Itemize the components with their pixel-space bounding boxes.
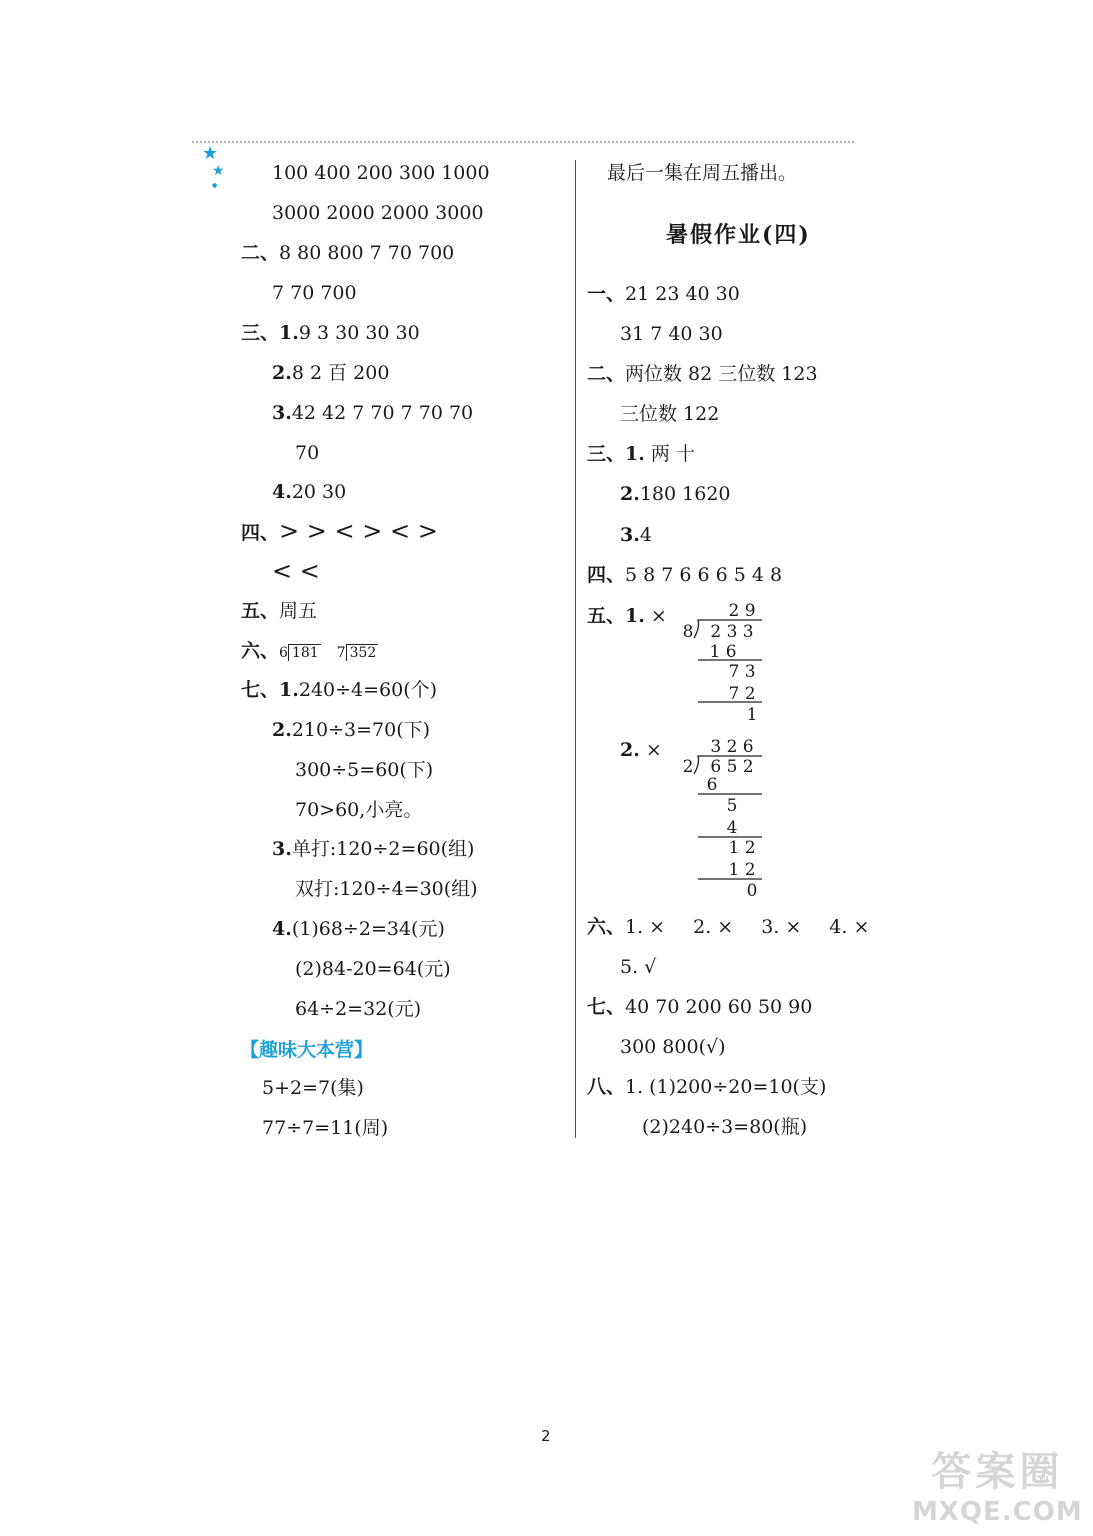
divisor: 2 xyxy=(682,757,694,777)
right-q8-2: (2)240÷3=80(瓶) xyxy=(642,1116,808,1138)
step-remainder: 1 2 xyxy=(728,838,756,858)
item-number: 2. xyxy=(272,362,292,384)
section-label: 七、 xyxy=(587,996,626,1018)
section-label: 四、 xyxy=(241,522,280,544)
answer-text: 4. × xyxy=(829,916,870,938)
section-label: 六、 xyxy=(241,640,280,662)
section-label: 八、 xyxy=(587,1076,626,1098)
section-label: 七、 xyxy=(241,679,280,701)
left-q7-2b: 300÷5=60(下) xyxy=(295,759,434,781)
right-q3-1 xyxy=(587,441,695,467)
left-q7-2 xyxy=(272,717,430,743)
step-product: 1 6 xyxy=(709,642,737,662)
left-q2-cont: 7 70 700 xyxy=(272,282,357,304)
long-division-2 xyxy=(680,734,770,904)
answer-text: 8 2 百 200 xyxy=(291,362,390,384)
step-product: 4 xyxy=(726,818,738,838)
section-label: 一、 xyxy=(587,283,626,305)
left-line-2: 3000 2000 2000 3000 xyxy=(272,202,484,224)
right-line-0: 最后一集在周五播出。 xyxy=(607,162,798,184)
item-number: 4. xyxy=(272,918,292,940)
answer-text: 1. (1)200÷20=10(支) xyxy=(625,1076,827,1098)
right-q6-2: 5. √ xyxy=(620,956,657,978)
right-q5-1 xyxy=(587,603,667,629)
watermark-logo: 答案圈 MXQE.COM xyxy=(912,1449,1083,1527)
right-q7-1 xyxy=(587,994,812,1020)
left-q7-2c: 70>60,小亮。 xyxy=(295,799,423,821)
right-q8-1 xyxy=(587,1074,826,1100)
right-q6-1 xyxy=(587,914,869,940)
item-number: 1. xyxy=(279,322,299,344)
left-q4-2: < < xyxy=(272,557,320,585)
column-divider xyxy=(575,160,576,1138)
left-q7-4c: 64÷2=32(元) xyxy=(295,998,422,1020)
answer-text: 240÷4=60(个) xyxy=(298,679,438,701)
answer-text: 3. × xyxy=(761,916,802,938)
left-q4-1 xyxy=(241,518,438,546)
left-q5 xyxy=(241,598,317,624)
fun-section-tag: 【趣味大本营】 xyxy=(240,1039,374,1061)
left-q3-1 xyxy=(241,320,420,346)
left-q7-4 xyxy=(272,916,445,942)
item-number: 3. xyxy=(272,838,292,860)
section-label: 五、 xyxy=(241,600,280,622)
left-q2 xyxy=(241,240,454,266)
page-number: 2 xyxy=(541,1427,551,1445)
item-number: 2. xyxy=(620,739,640,761)
answer-text: > > < > < > xyxy=(279,517,438,545)
divisor: 8 xyxy=(682,622,694,642)
item-number: 1. xyxy=(625,443,645,465)
fun-line-2: 77÷7=11(周) xyxy=(262,1117,389,1139)
step-product: 6 xyxy=(706,775,718,795)
left-q3-2 xyxy=(272,360,389,386)
left-q7-3 xyxy=(272,836,474,862)
answer-text: 两 十 xyxy=(650,443,695,465)
left-q3-3-cont: 70 xyxy=(295,442,320,464)
left-q3-4 xyxy=(272,479,346,505)
answer-text: 42 42 7 70 7 70 70 xyxy=(291,402,474,424)
answer-text: 180 1620 xyxy=(639,483,731,505)
item-number: 4. xyxy=(272,481,292,503)
cross-mark: × xyxy=(645,739,662,761)
long-division-small: 7 352 xyxy=(336,645,377,661)
section-label: 二、 xyxy=(241,242,280,264)
quotient: 2 9 xyxy=(728,601,756,621)
header-dotted-rule xyxy=(192,141,854,143)
answer-text: (1)68÷2=34(元) xyxy=(291,918,445,940)
dot-icon: ● xyxy=(212,182,218,189)
right-q3-2 xyxy=(620,481,731,507)
right-q2-2: 三位数 122 xyxy=(620,403,720,425)
quotient: 3 2 6 xyxy=(710,737,754,757)
cross-mark: × xyxy=(650,605,667,627)
section-label: 五、 xyxy=(587,605,626,627)
section-label: 二、 xyxy=(587,363,626,385)
remainder: 0 xyxy=(746,881,758,901)
long-division-1 xyxy=(680,598,770,728)
answer-text: 5 8 7 6 6 6 5 4 8 xyxy=(625,564,783,586)
answer-text: 1. × xyxy=(625,916,666,938)
left-q7-4b: (2)84-20=64(元) xyxy=(295,958,451,980)
answer-text: 21 23 40 30 xyxy=(625,283,740,305)
answer-text: 40 70 200 60 50 90 xyxy=(625,996,813,1018)
long-division-small: 6 181 xyxy=(279,645,319,661)
answer-text: 周五 xyxy=(279,600,318,622)
star-icon: ★ xyxy=(212,163,225,179)
left-line-1: 100 400 200 300 1000 xyxy=(272,162,490,184)
right-q1-2: 31 7 40 30 xyxy=(620,323,723,345)
item-number: 2. xyxy=(272,719,292,741)
star-icon: ★ xyxy=(202,143,219,164)
step-product: 1 2 xyxy=(728,860,756,880)
dividend: 6 5 2 xyxy=(710,757,754,777)
left-q3-3 xyxy=(272,400,473,426)
left-q6 xyxy=(241,638,378,666)
left-q7-3b: 双打:120÷4=30(组) xyxy=(295,878,478,900)
dividend: 2 3 3 xyxy=(710,622,754,642)
answer-text: 2. × xyxy=(693,916,734,938)
remainder: 1 xyxy=(746,705,758,725)
answer-text: 8 80 800 7 70 700 xyxy=(279,242,455,264)
step-remainder: 5 xyxy=(726,796,738,816)
item-number: 2. xyxy=(620,483,640,505)
right-q4 xyxy=(587,562,782,588)
answer-text: 20 30 xyxy=(291,481,347,503)
item-number: 3. xyxy=(620,524,640,546)
answer-text: 两位数 82 三位数 123 xyxy=(625,363,818,385)
answer-text: 4 xyxy=(639,524,652,546)
answer-text: 9 3 30 30 30 xyxy=(298,322,420,344)
right-q7-2: 300 800(√) xyxy=(620,1036,726,1058)
item-number: 3. xyxy=(272,402,292,424)
fun-line-1: 5+2=7(集) xyxy=(262,1077,364,1099)
right-q2-1 xyxy=(587,361,818,387)
section-label: 三、 xyxy=(241,322,280,344)
section-label: 三、 xyxy=(587,443,626,465)
answer-text: 单打:120÷2=60(组) xyxy=(291,838,475,860)
left-q7-1 xyxy=(241,677,437,703)
section-title: 暑假作业(四) xyxy=(666,222,811,248)
answer-text: 210÷3=70(下) xyxy=(291,719,431,741)
right-q3-3 xyxy=(620,522,652,548)
item-number: 1. xyxy=(625,605,645,627)
right-q5-2 xyxy=(620,737,662,763)
item-number: 1. xyxy=(279,679,299,701)
step-product: 7 2 xyxy=(728,684,756,704)
right-q1-1 xyxy=(587,281,740,307)
step-remainder: 7 3 xyxy=(728,662,756,682)
section-label: 四、 xyxy=(587,564,626,586)
section-label: 六、 xyxy=(587,916,626,938)
